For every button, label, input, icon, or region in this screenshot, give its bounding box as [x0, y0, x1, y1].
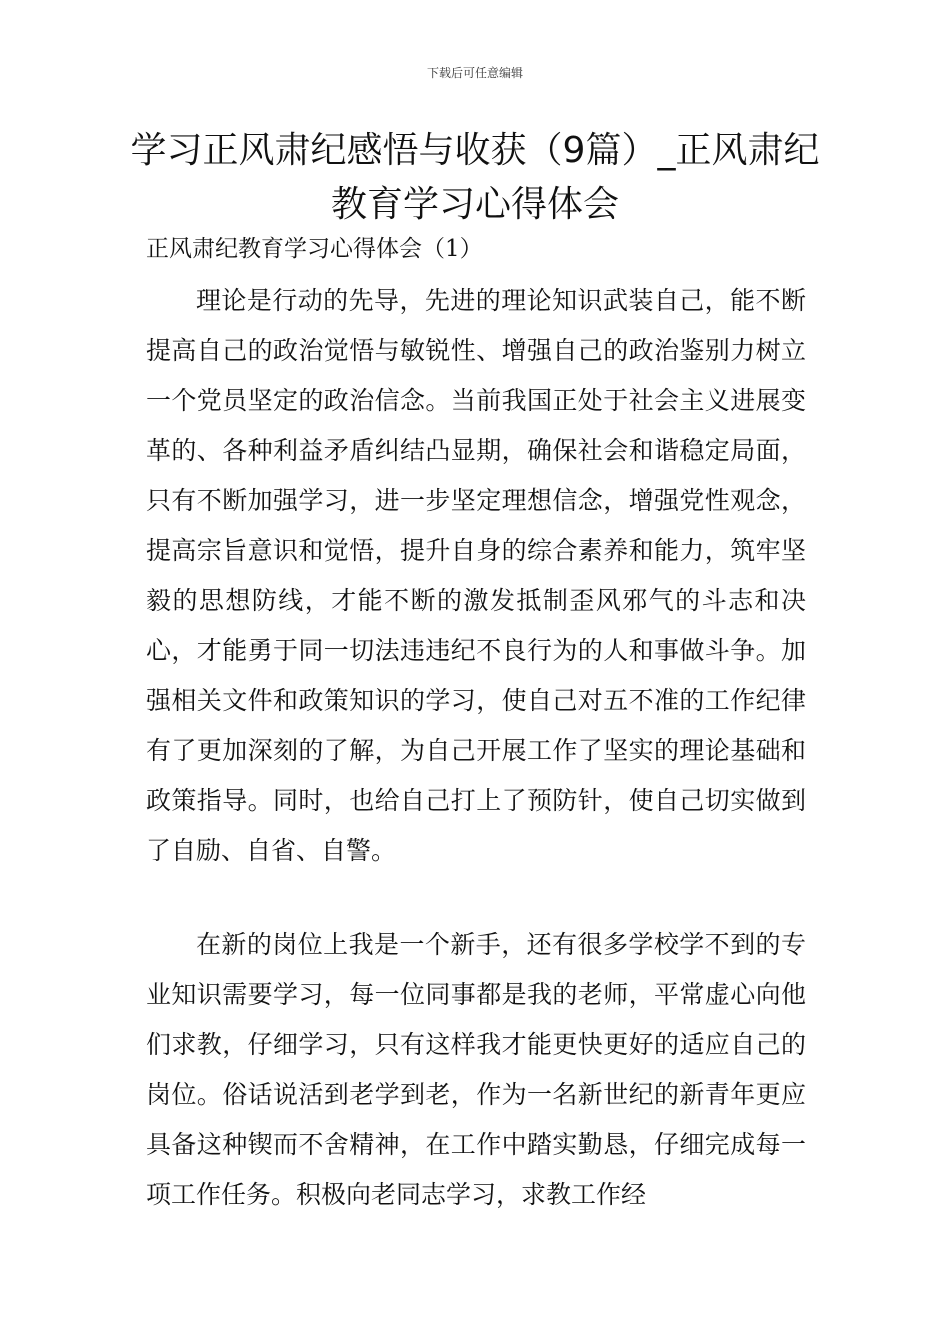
body-paragraph: 在新的岗位上我是一个新手，还有很多学校学不到的专业知识需要学习，每一位同事都是我的老师，平常虚心向他们求教，仔细学习，只有这样我才能更快更好的适应自己的岗位。俗话说活到老学到老，作为一名新世纪的新青年更应具备这种锲而不舍精神，在工作中踏实勤恳，仔细完成每一项工作任务。积极向老同志学习，求教工作经: [146, 930, 806, 1209]
body-paragraph: 理论是行动的先导，先进的理论知识武装自己，能不断提高自己的政治觉悟与敏锐性、增强自己的政治鉴别力树立一个党员坚定的政治信念。当前我国正处于社会主义进展变革的、各种利益矛盾纠结凸显期，确保社会和谐稳定局面，只有不断加强学习，进一步坚定理想信念，增强党性观念，提高宗旨意识和觉悟，提升自身的综合素养和能力，筑牢坚毅的思想防线，才能不断的激发抵制歪风邪气的斗志和决心，才能勇于同一切法违违纪不良行为的人和事做斗争。加强相关文件和政策知识的学习，使自己对五不准的工作纪律有了更加深刻的了解，为自己开展工作了坚实的理论基础和政策指导。同时，也给自己打上了预防针，使自己切实做到了自励、自省、自警。: [146, 286, 806, 865]
header-note: 下载后可任意编辑: [426, 66, 523, 80]
section-heading: 正风肃纪教育学习心得体会（1）: [146, 236, 483, 262]
document-title: 学习正风肃纪感悟与收获（9篇）_正风肃纪教育学习心得体会: [130, 130, 820, 225]
